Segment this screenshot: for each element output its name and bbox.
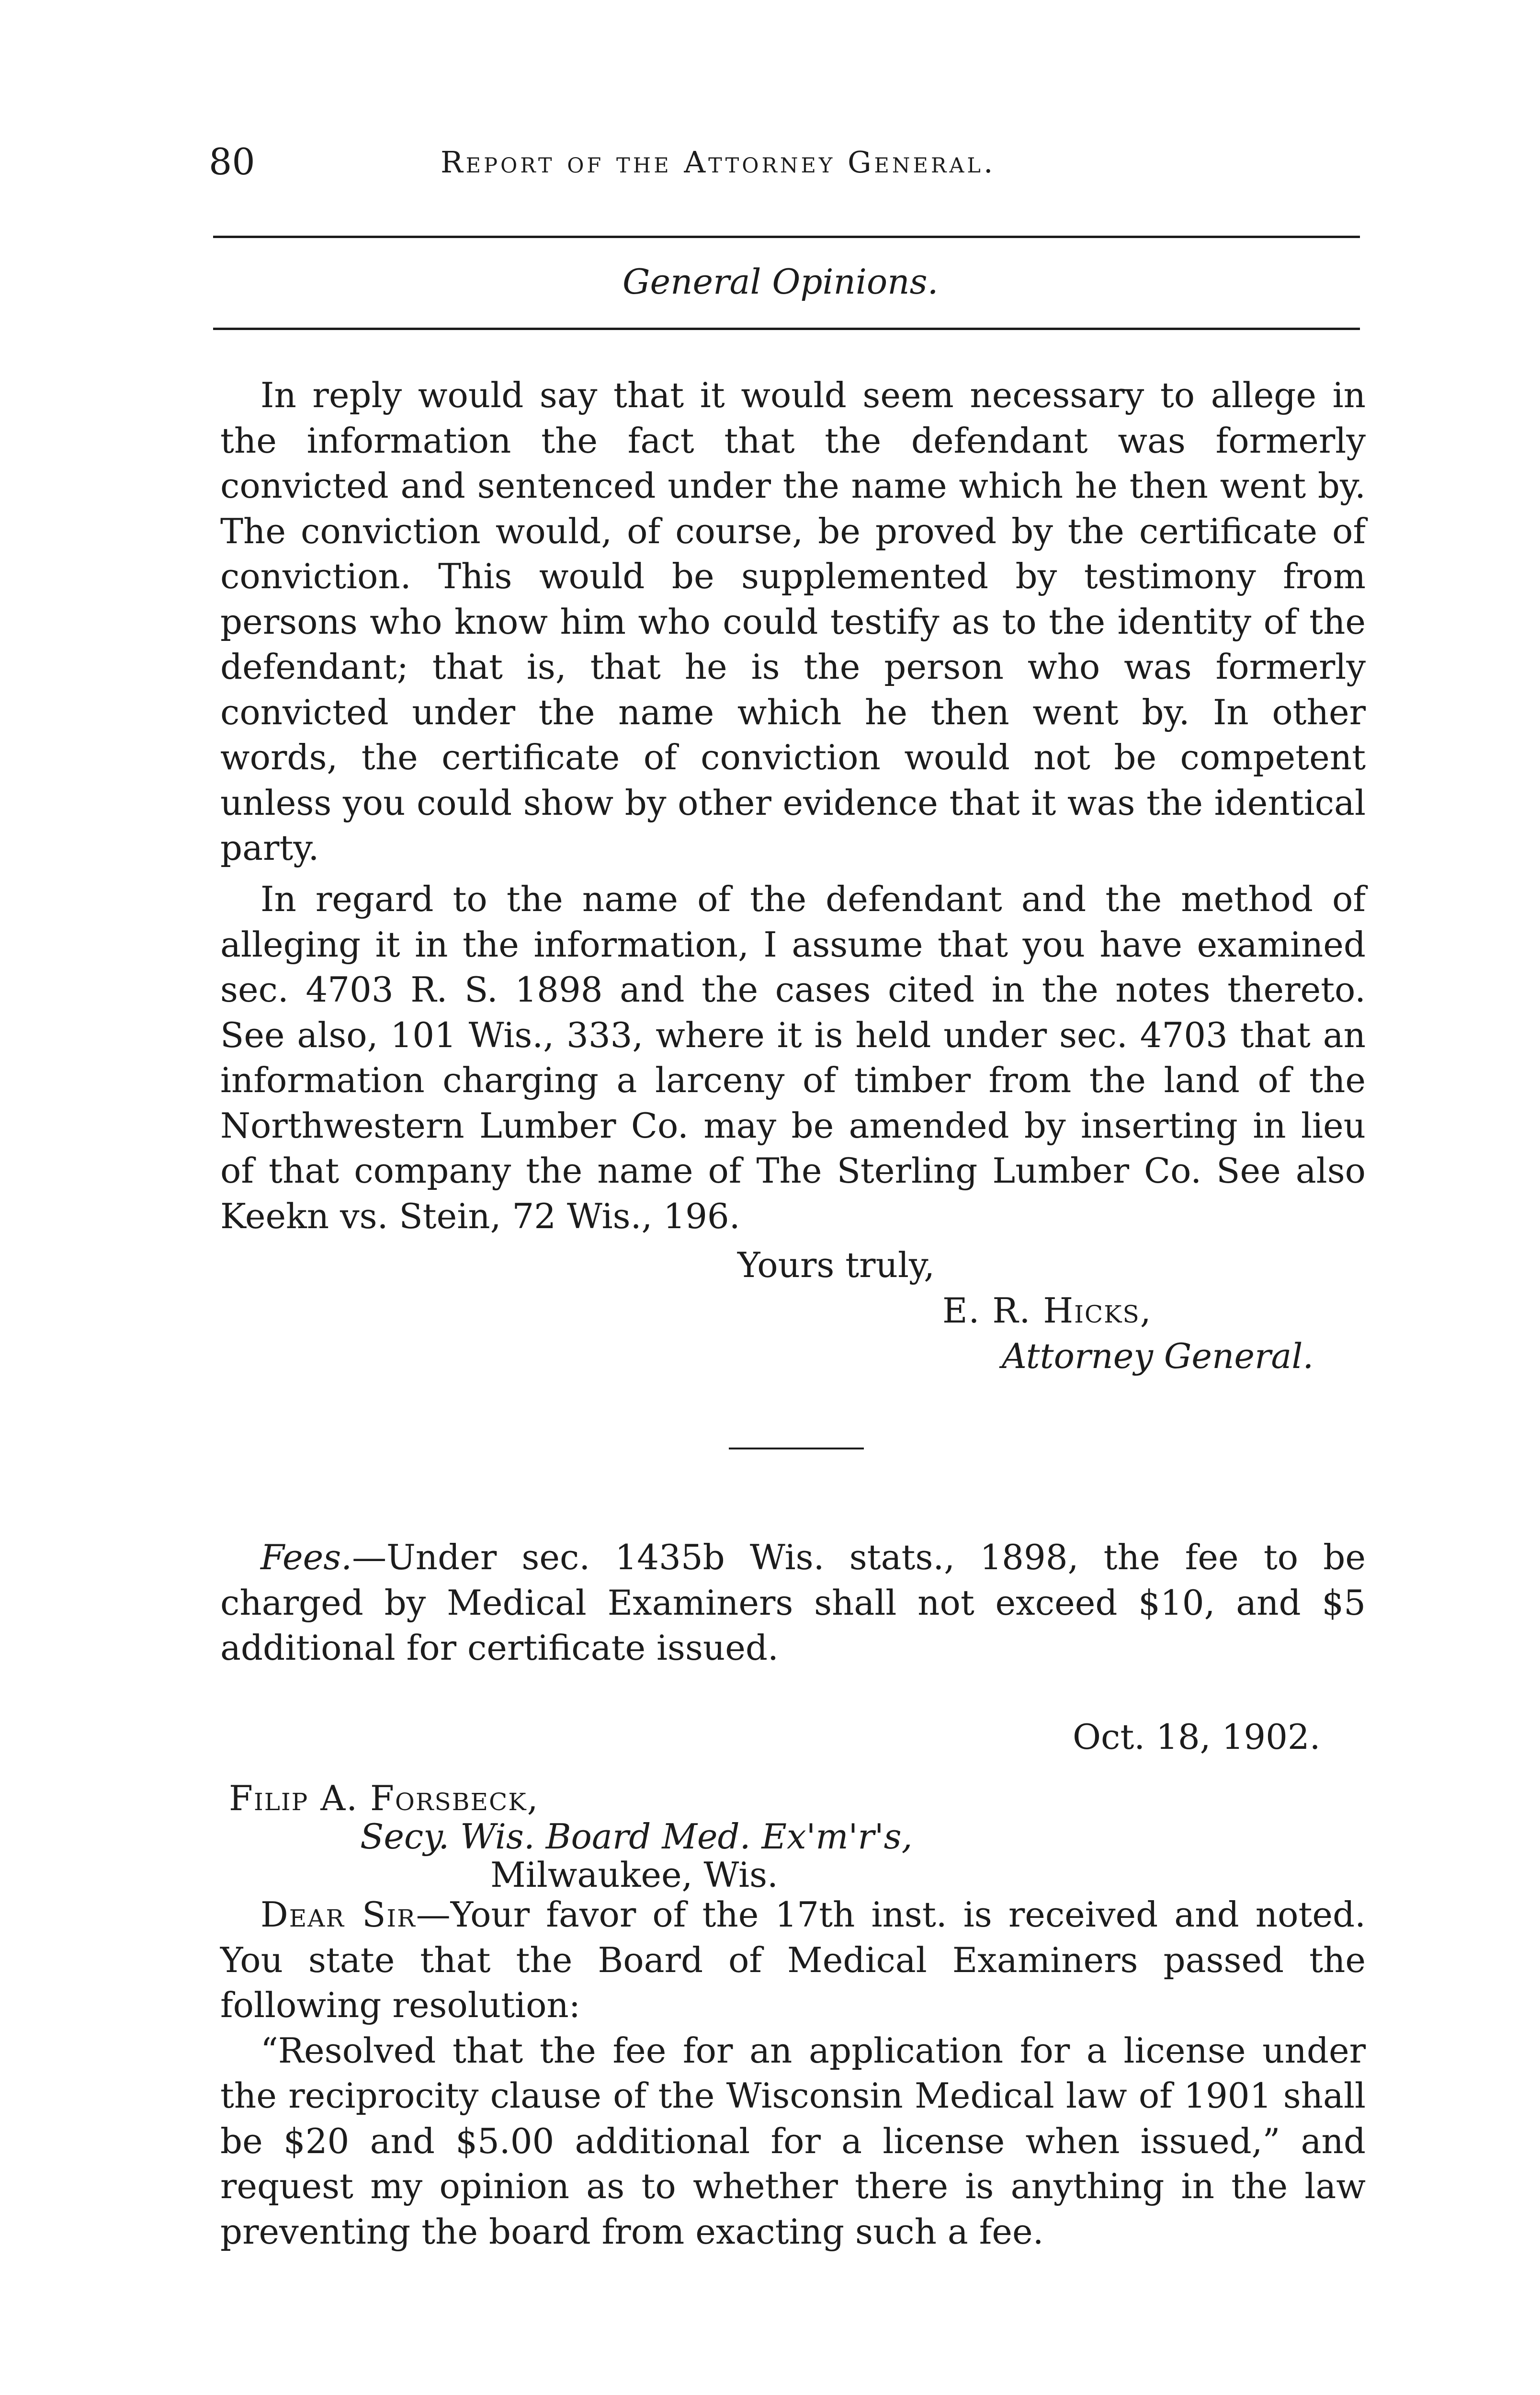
addressee-name: Filip A. Forsbeck,: [229, 1778, 539, 1818]
letter-date: Oct. 18, 1902.: [1073, 1717, 1321, 1757]
syllabus-text: —Under sec. 1435b Wis. stats., 1898, the fee to be charged by Medical Examiners shall not exceed $10, and $5 additional for certificate issued.: [220, 1537, 1366, 1668]
salutation: Dear Sir: [260, 1894, 416, 1935]
signer-title: Attorney General.: [1002, 1336, 1314, 1376]
page-number: 80: [209, 140, 255, 183]
opinion-2-syllabus: [220, 1535, 1366, 1671]
section-separator: [729, 1448, 864, 1449]
header-rule-bottom: [213, 328, 1360, 330]
header-rule-top: [213, 236, 1360, 238]
letter-paragraph-1-text: —Your favor of the 17th inst. is received and noted. You state that the Board of Medical Examiners passed the following resolution:: [220, 1894, 1366, 2025]
syllabus-lead: Fees.: [260, 1537, 352, 1577]
running-head: Report of the Attorney General.: [441, 145, 996, 180]
opinion-1-paragraph-1-block: [220, 373, 1366, 871]
opinion-2-letter-body: [220, 1892, 1366, 2254]
letter-paragraph-1: [220, 1892, 1366, 2028]
syllabus-paragraph: [220, 1535, 1366, 1671]
letter-paragraph-2: “Resolved that the fee for an application for a license under the reciprocity clause of the Wisconsin Medical law of 1901 shall be $20 and $5.00 additional for a license when issued,” and request my opinion as to whether there is anything in the law preventing the board from exacting such a fee.: [220, 2030, 1366, 2252]
addressee-title: Secy. Wis. Board Med. Ex'm'r's,: [360, 1816, 913, 1857]
signer-name: E. R. Hicks,: [942, 1290, 1152, 1331]
opinion-1-paragraph-2: In regard to the name of the defendant and the method of alleging it in the information, I assume that you have examined sec. 4703 R. S. 1898 and the cases cited in the notes thereto. See also, 101 Wis., 333, where it is held under sec. 4703 that an information charging a larceny of timber from the land of the Northwestern Lumber Co. may be amended by inserting in lieu of that company the name of The Sterling Lumber Co. See also Keekn vs. Stein, 72 Wis., 196.: [220, 879, 1366, 1236]
closing: Yours truly,: [737, 1245, 935, 1285]
opinion-1-paragraph-2-block: [220, 877, 1366, 1239]
section-heading: General Opinions.: [623, 262, 939, 302]
opinion-1-paragraph-1: In reply would say that it would seem necessary to allege in the information the fact that the defendant was formerly convicted and sentenced under the name which he then went by. The conviction would, of course, be proved by the certificate of conviction. This would be supplemented by testimony from persons who know him who could testify as to the identity of the defendant; that is, that he is the person who was formerly convicted under the name which he then went by. In other words, the certificate of conviction would not be competent unless you could show by other evidence that it was the identical party.: [220, 375, 1366, 868]
addressee-city: Milwaukee, Wis.: [490, 1855, 778, 1895]
